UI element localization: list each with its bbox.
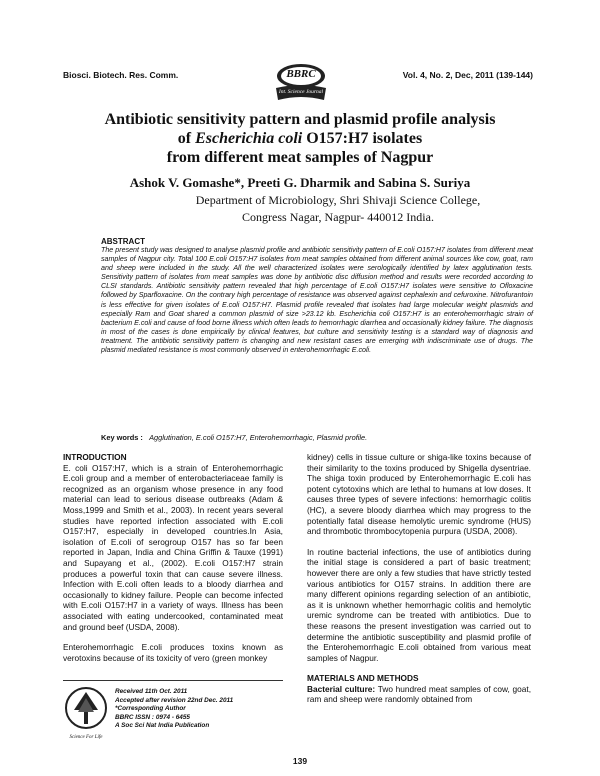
received-date: Received 11th Oct. 2011: [115, 688, 188, 695]
society-emblem: [64, 686, 108, 746]
tree-emblem-icon: [64, 686, 108, 736]
methods-text: Bacterial culture: Two hundred meat samples of cow, goat, ram and sheep were randomly obtained from: [307, 683, 531, 705]
authors: Ashok V. Gomashe*, Preeti G. Dharmik and Sabina S. Suriya: [129, 175, 471, 190]
logo-text: BBRC: [286, 68, 316, 80]
intro-paragraph-2: Enterohemorrhagic E.coli produces toxins known as verotoxins because of its toxicity of vero (green monkey: [63, 642, 283, 663]
emblem-caption: Science For Life: [69, 735, 103, 740]
title-line-1: Antibiotic sensitivity pattern and plasmid profile analysis: [104, 111, 496, 128]
journal-name: Biosci. Biotech. Res. Comm.: [63, 70, 179, 80]
footer-rule: [63, 680, 283, 681]
affiliation: Department of Microbiology, Shri Shivaji Science College, Congress Nagar, Nagpur- 440012 India.: [195, 193, 481, 224]
intro-paragraph-1: E. coli O157:H7, which is a strain of Enterohemorrhagic E.coli group and a member of enterobacteriaceae family is recognized as an organism whose presence in any food material can lead to serious disease outbreaks (Adam & Moss,1999 and Smith et al., 2003). In recent years several studies have reported infection associated with E.coli O157:H7, especially in developed countries.In Asia, isolation of E.coli of serogroup O157 has so far been reported in Japan, India and China Griffin & Tauxe (1991) and Supayang et al., (2002). E.coli O157:H7 strain produces a powerful toxin that can cause severe illness. Infection with E.coli often leads to a bloody diarrhea and occasionally to kidney failure. People can become infected with E.coli O157:H7 in a variety of ways. Illness has been associated with eating undercooked, contaminated meat and ground beef (USDA, 2008).: [63, 462, 283, 632]
keywords: Key words : Agglutination, E.coli O157:H7, Enterohemorrhagic, Plasmid profile.: [101, 433, 368, 442]
volume-info: Vol. 4, No. 2, Dec, 2011 (139-144): [402, 70, 533, 80]
right-column: [307, 452, 531, 705]
corresponding-author: *Corresponding Author: [115, 705, 186, 713]
left-column: [63, 452, 283, 673]
received-block: [115, 688, 233, 731]
logo-subtext: Int. Science Journal: [278, 89, 324, 95]
intro-heading: INTRODUCTION: [63, 452, 127, 462]
page-number: 139: [292, 756, 308, 766]
accepted-date: Accepted after revision 22nd Dec. 2011: [115, 696, 234, 704]
methods-heading: MATERIALS AND METHODS: [307, 673, 419, 684]
abstract-text: The present study was designed to analyse plasmid profile and antibiotic sensitivity pattern of E.coli O157:H7 isolates from different meat samples of Nagpur city. Total 100 E.coli O157:H7 isolates from meat samples obtained from different animal sources like cow, goat, ram and sheep were included in the study. All the well characterized isolates were serologically identified by latex agglutination tests. Sensitivity pattern of isolates from meat samples was done by antibiotic disc diffusion method and results were recorded according to CLSI standards. Antibiotic sensitivity pattern revealed that high percentage of E.coli O157:H7 isolates were sensitive to Ofloxacine followed by Sparfloxacine. On the contrary high percentage of resistance was observed against cephalexin and cefuroxine. Nitrofurantoin is less effective for given isolates of E.coli O157:H7. Plasmid profile revealed that isolates had large molecular weight plasmids and especially Ram and Goat shared a common plasmid of size >23.12 kb. Escherichia coli O157:H7 is an enterohemorrhagic strain of bacterium E.coli and cause of food borne illness which often leads to hemorrhagic diarrhea and occasionally kidney failure. The diagnosis in most of the cases is done empirically by clinical features, but culture and sensitivity testing is a standard way of diagnosis and treatment. The antibiotic sensitivity pattern is changing and new resistant cases are emerging with indiscriminate use of drugs. The plasmid mediated resistance is most commonly observed in enterohemorrhagic E.coli.: [101, 246, 533, 355]
journal-logo: [262, 62, 340, 106]
title-line-3: from different meat samples of Nagpur: [166, 149, 434, 166]
paper-title: [60, 110, 540, 167]
issn: BBRC ISSN : 0974 - 6455: [115, 713, 190, 721]
abstract-heading: ABSTRACT: [101, 237, 145, 246]
society-publication: A Soc Sci Nat India Publication: [115, 722, 210, 730]
title-line-2: of Escherichia coli O157:H7 isolates: [177, 130, 423, 147]
right-paragraph-1: kidney) cells in tissue culture or shiga-like toxins because of their similarity to the toxins produced by Shigella dysentriae. The shiga toxin produced by Enterohemorrhagic E.coli has potent cytotoxins which are lethal to humans at low doses. It causes three types of severe infections: hemorrhagic colitis (HC), a severe bloody diarrhea which may progress to the potentially fatal disease hemolytic uremic syndrome (HUS) and thrombotic thrombocytopenia purpura (USDA, 2008).: [307, 452, 531, 537]
right-paragraph-2: In routine bacterial infections, the use of antibiotics during the initial stage is considered a part of basic treatment; however there are only a few studies that have strictly tested various antibiotics for O157 strains. In addition there are many different opinions regarding selection of an antibiotic, as it is unknown whether hemorrhagic colitis and hemolytic uremic syndrome can be treated with antibiotics. Due to these reasons the present investigation was carried out to determine the antibiotic susceptibility and plasmid profile of the Enterohemorrhagic E.coli obtained from various meat samples of Nagpur.: [307, 546, 531, 663]
